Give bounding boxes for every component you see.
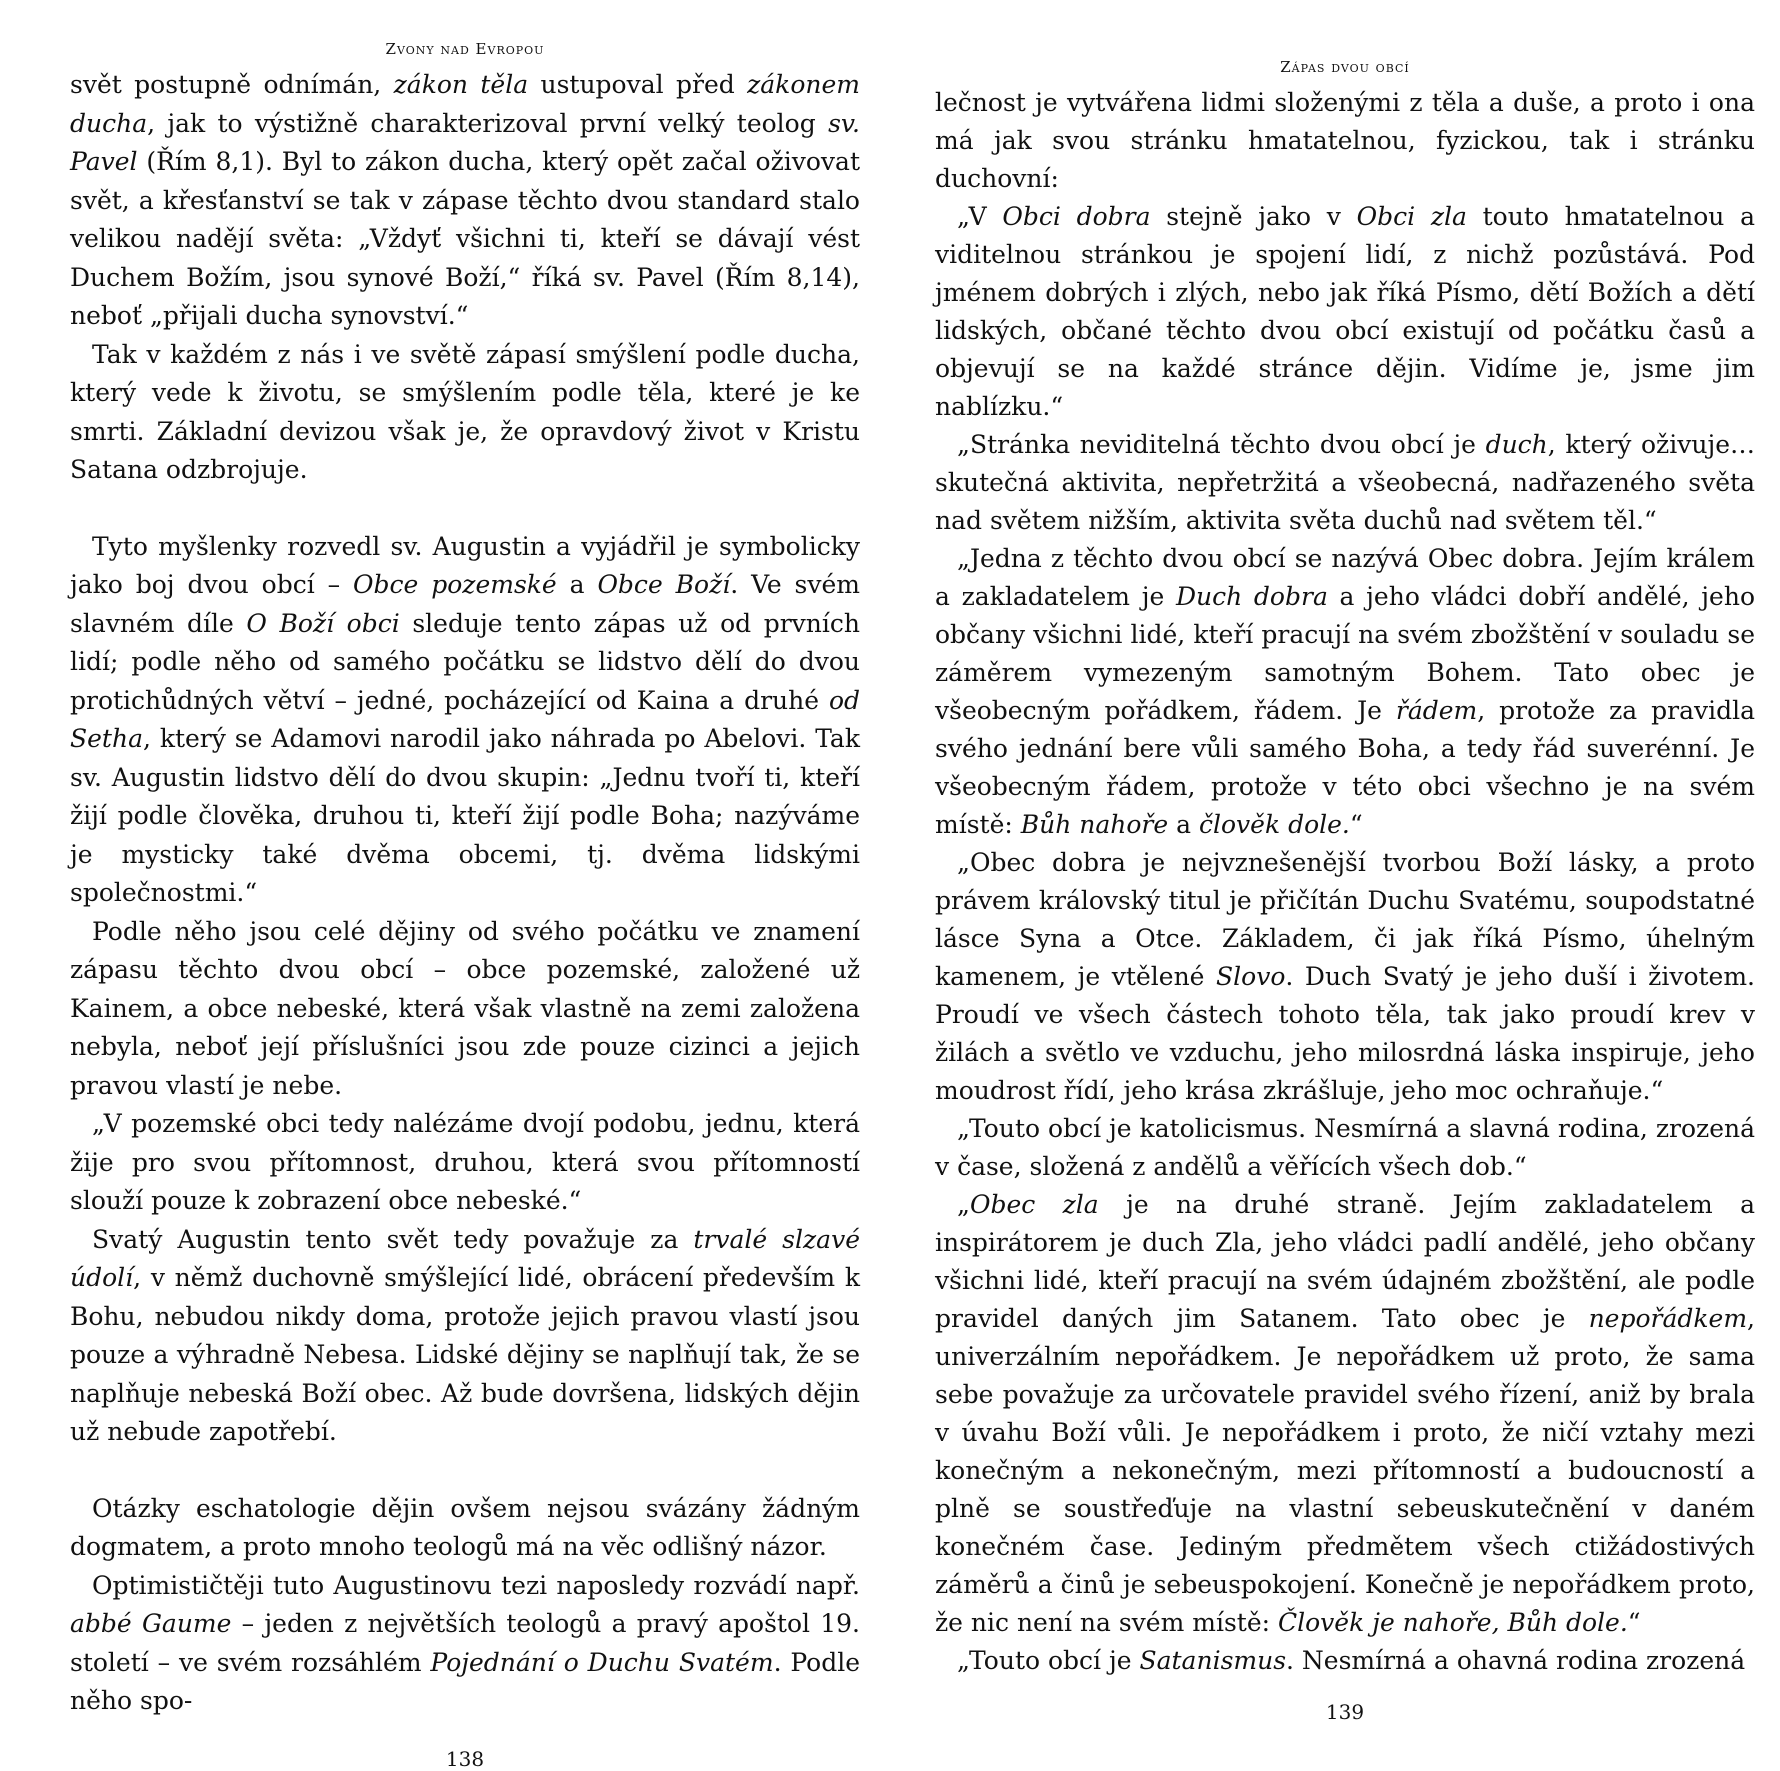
page-number: 139 xyxy=(1325,1700,1365,1724)
text-run: „Touto obcí je xyxy=(957,1646,1140,1675)
text-run: „Jedna z těchto dvou obcí se nazývá Obec dobra. Jejím králem a zakladatelem je xyxy=(935,544,1755,611)
italic-run: Obec zla xyxy=(969,1190,1099,1219)
italic-run: Obce pozemské xyxy=(353,570,557,599)
italic-run: řádem xyxy=(1395,696,1478,725)
paragraph xyxy=(935,1110,1755,1186)
text-run: , v němž duchovně smýšlející lidé, obrácení především k Bohu, nebudou nikdy doma, protože jejich pravou vlastí jsou pouze a výhradně Nebesa. Lidské dějiny se naplňují tak, že se naplňuje nebeská Boží obec. Až bude dovršena, lidských dějin už nebude zapotřebí. xyxy=(70,1263,860,1446)
italic-run: nepořádkem xyxy=(1588,1304,1748,1333)
text-run: . Ve svém slavném díle xyxy=(70,570,860,638)
italic-run: Pojednání o Duchu Svatém xyxy=(430,1647,774,1677)
italic-run: O Boží obci xyxy=(246,608,400,638)
italic-run: zákon těla xyxy=(393,70,529,99)
text-run: a xyxy=(556,570,598,599)
body-text xyxy=(70,66,860,1721)
text-run: , protože za pravidla svého jednání bere vůli samého Boha, a tedy řád suverénní. Je všeobecným řádem, protože v této obci všechno je na svém místě: xyxy=(935,696,1755,839)
italic-run: duch xyxy=(1485,430,1548,459)
text-run: „Stránka neviditelná těchto dvou obcí je xyxy=(957,430,1486,459)
text-run: svět postupně odnímán, xyxy=(70,70,394,99)
text-run: , který oživuje… skutečná aktivita, nepřetržitá a všeobecná, nadřazeného světa nad světem nižším, aktivita světa duchů nad světem těl.“ xyxy=(935,430,1755,535)
right-page xyxy=(935,0,1755,1724)
paragraph xyxy=(70,1221,860,1452)
text-run: “ xyxy=(1349,810,1363,839)
text-run: a xyxy=(1168,810,1199,839)
italic-run: od Setha xyxy=(70,685,860,753)
page-number: 138 xyxy=(445,1746,485,1771)
paragraph xyxy=(935,540,1755,844)
text-run: Podle něho jsou celé dějiny od svého počátku ve znamení zápasu těchto dvou obcí – obce pozemské, založené už Kainem, a obce nebeské, která však vlastně na zemi založena nebyla, neboť její příslušníci jsou zde pouze cizinci a jejich pravou vlastí je nebe. xyxy=(70,916,860,1100)
running-header: Zápas dvou obcí xyxy=(1280,58,1410,76)
paragraph xyxy=(70,66,860,336)
paragraph xyxy=(935,844,1755,1110)
text-run: “ xyxy=(1627,1608,1641,1637)
left-page xyxy=(70,0,860,1771)
text-run: „V pozemské obci tedy nalézáme dvojí podobu, jednu, která žije pro svou přítomnost, druhou, která svou přítomností slouží pouze k zobrazení obce nebeské.“ xyxy=(70,1109,860,1215)
text-run: Tyto myšlenky rozvedl sv. Augustin a vyjádřil je symbolicky jako boj dvou obcí – xyxy=(70,531,860,599)
text-run: Tak v každém z nás i ve světě zápasí smýšlení podle ducha, který vede k životu, se smýšlením podle těla, které je ke smrti. Základní devizou však je, že opravdový život v Kristu Satana odzbrojuje. xyxy=(70,339,860,484)
paragraph xyxy=(935,1642,1755,1680)
body-text xyxy=(935,84,1755,1680)
paragraph xyxy=(935,1186,1755,1642)
paragraph xyxy=(935,84,1755,198)
italic-run: Duch dobra xyxy=(1175,582,1328,611)
text-run: „V xyxy=(957,202,1003,231)
italic-run: Obci zla xyxy=(1356,202,1467,231)
italic-run: sv. Pavel xyxy=(70,108,860,176)
text-run: , který se Adamovi narodil jako náhrada po Abelovi. Tak sv. Augustin lidstvo dělí do dvou skupin: „Jednu tvoří ti, kteří žijí podle člověka, druhou ti, kteří žijí podle Boha; nazýváme je mysticky také dvěma obcemi, tj. dvěma lidskými společnostmi.“ xyxy=(70,724,860,907)
text-run: . Nesmírná a ohavná rodina zrozená xyxy=(1286,1646,1746,1675)
text-run: , jak to výstižně charakterizoval první velký teolog xyxy=(147,108,829,138)
italic-run: abbé Gaume xyxy=(70,1609,232,1638)
text-run: ustupoval před xyxy=(528,70,748,99)
italic-run: Bůh nahoře xyxy=(1020,810,1169,839)
text-run: – jeden z největších teologů a pravý apoštol 19. století – ve svém rozsáhlém xyxy=(70,1609,860,1677)
text-run: . Duch Svatý je jeho duší i životem. Proudí ve všech částech tohoto těla, tak jako proudí krev v žilách a světlo ve vzduchu, jeho milosrdná láska inspiruje, jeho moudrost řídí, jeho krása zkrášluje, jeho moc ochraňuje.“ xyxy=(935,962,1755,1105)
text-run: „ xyxy=(957,1190,970,1219)
text-run: lečnost je vytvářena lidmi složenými z těla a duše, a proto i ona má jak svou stránku hmatatelnou, fyzickou, tak i stránku duchovní: xyxy=(935,88,1755,193)
paragraph xyxy=(70,1490,860,1567)
text-run: Svatý Augustin tento svět tedy považuje za xyxy=(92,1224,694,1254)
paragraph xyxy=(70,1567,860,1721)
italic-run: Obce Boží xyxy=(597,570,731,599)
text-run: (Řím 8,1). Byl to zákon ducha, který opět začal oživovat svět, a křesťanství se tak v zápase těchto dvou standard stalo velikou nadějí světa: „Vždyť všichni ti, kteří se dávají vést Duchem Božím, jsou synové Boží,“ říká sv. Pavel (Řím 8,14), neboť „přijali ducha synovství.“ xyxy=(70,147,860,330)
italic-run: Slovo xyxy=(1216,962,1286,991)
text-run: touto hmatatelnou a viditelnou stránkou je spojení lidí, z nichž pozůstává. Pod jménem dobrých i zlých, nebo jak říká Písmo, dětí Božích a dětí lidských, občané těchto dvou obcí existují od počátku časů a objevují se na každé stránce dějin. Vidíme je, jsme jim nablízku.“ xyxy=(935,202,1756,421)
running-header: Zvony nad Evropou xyxy=(385,40,545,58)
italic-run: trvalé slzavé údolí xyxy=(70,1224,860,1292)
paragraph xyxy=(70,913,860,1106)
paragraph xyxy=(70,528,860,913)
text-run: „Obec dobra je nejvznešenější tvorbou Boží lásky, a proto právem královský titul je přičítán Duchu Svatému, soupodstatné lásce Syna a Otce. Základem, či jak říká Písmo, úhelným kamenem, je vtělené xyxy=(935,848,1755,991)
text-run: , univerzálním nepořádkem. Je nepořádkem už proto, že sama sebe považuje za určovatele pravidel svého řízení, aniž by brala v úvahu Boží vůli. Je nepořádkem i proto, že ničí vztahy mezi konečným a nekonečným, mezi přítomností a budoucností a plně se soustřeďuje na vlastní sebeuskutečnění v daném konečném čase. Jediným předmětem všech ctižádostivých záměrů a činů je sebeuspokojení. Konečně je nepořádkem proto, že nic není na svém místě: xyxy=(935,1304,1755,1637)
italic-run: Člověk je nahoře, Bůh dole. xyxy=(1278,1608,1628,1637)
italic-run: zákonem ducha xyxy=(70,70,860,138)
text-run: „Touto obcí je katolicismus. Nesmírná a slavná rodina, zrozená v čase, složená z andělů a věřících všech dob.“ xyxy=(935,1114,1755,1181)
paragraph xyxy=(70,336,860,490)
text-run: . Podle něho spo- xyxy=(70,1647,861,1715)
paragraph xyxy=(935,198,1755,426)
text-run: a jeho vládci dobří andělé, jeho občany všichni lidé, kteří pracují na svém zbožštění v souladu se záměrem vymezeným samotným Bohem. Tato obec je všeobecným pořádkem, řádem. Je xyxy=(935,582,1755,725)
paragraph xyxy=(935,426,1755,540)
text-run: stejně jako v xyxy=(1150,202,1357,231)
italic-run: člověk dole. xyxy=(1199,810,1350,839)
italic-run: Satanismus xyxy=(1139,1646,1287,1675)
paragraph xyxy=(70,1105,860,1221)
text-run: je na druhé straně. Jejím zakladatelem a inspirátorem je duch Zla, jeho vládci padlí andělé, jeho občany všichni lidé, kteří pracují na svém údajném zbožštění, ale podle pravidel daných jim Satanem. Tato obec je xyxy=(935,1190,1755,1333)
text-run: Otázky eschatologie dějin ovšem nejsou svázány žádným dogmatem, a proto mnoho teologů má na věc odlišný názor. xyxy=(70,1493,860,1561)
text-run: Optimističtěji tuto Augustinovu tezi naposledy rozvádí např. xyxy=(92,1570,860,1600)
italic-run: Obci dobra xyxy=(1002,202,1151,231)
text-run: sleduje tento zápas už od prvních lidí; podle něho od samého počátku se lidstvo dělí do dvou protichůdných větví – jedné, pocházející od Kaina a druhé xyxy=(70,608,860,715)
